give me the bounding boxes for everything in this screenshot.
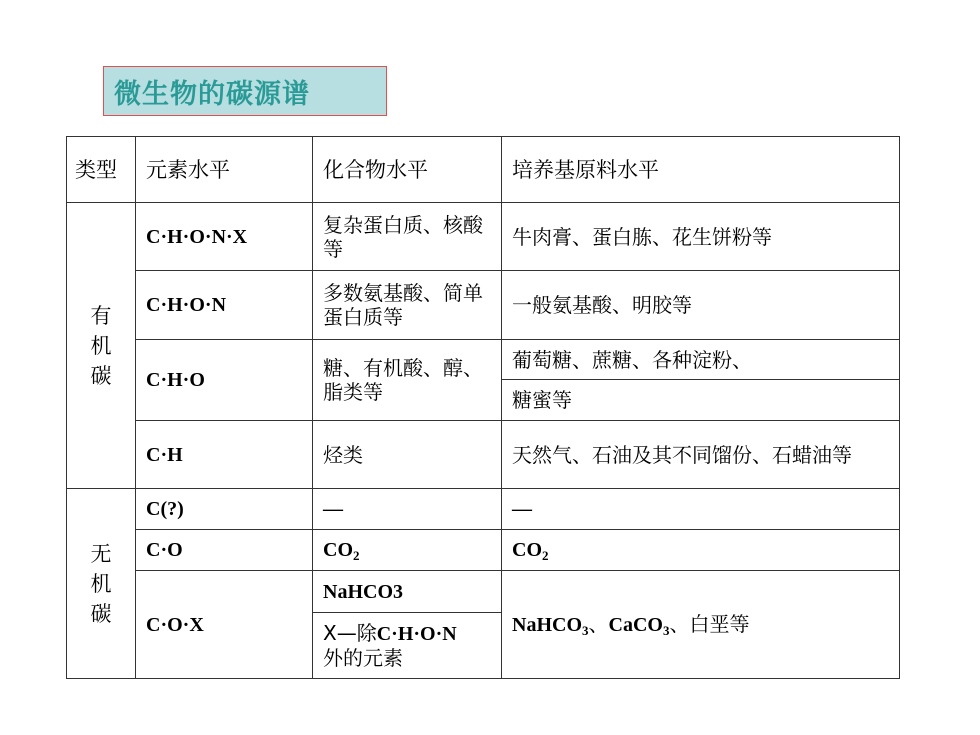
type-organic-carbon <box>67 203 136 489</box>
formula-subscript: 3 <box>662 623 670 638</box>
medium-cell <box>502 571 900 679</box>
type-label: 有机碳 <box>90 303 112 388</box>
element-cell: C·O <box>136 530 313 571</box>
medium-cell-line1: 葡萄糖、蔗糖、各种淀粉、 <box>502 340 900 380</box>
medium-cell: 天然气、石油及其不同馏份、石蜡油等 <box>502 421 900 489</box>
header-medium-level: 培养基原料水平 <box>502 137 900 203</box>
medium-cell-line2: 糖蜜等 <box>502 380 900 421</box>
formula-subscript: 3 <box>582 623 589 638</box>
element-cell: C·O·X <box>136 571 313 679</box>
element-cell: C·H·O <box>136 340 313 421</box>
slide-title: 微生物的碳源谱 <box>114 78 310 110</box>
table-row <box>67 489 900 530</box>
compound-cell-line1: NaHCO3 <box>313 571 502 613</box>
compound-cell <box>313 530 502 571</box>
compound-cell: 复杂蛋白质、核酸等 <box>313 203 502 271</box>
compound-cell: 多数氨基酸、简单蛋白质等 <box>313 271 502 340</box>
table-header-row <box>67 137 900 203</box>
formula-subscript: 2 <box>542 548 549 563</box>
header-compound-level: 化合物水平 <box>313 137 502 203</box>
compound-elements: C·H·O·N <box>376 622 457 645</box>
element-cell: C·H·O·N·X <box>136 203 313 271</box>
table-row <box>67 571 900 613</box>
type-inorganic-carbon <box>67 489 136 679</box>
header-type: 类型 <box>67 137 136 203</box>
element-cell: C·H <box>136 421 313 489</box>
table-row <box>67 530 900 571</box>
medium-cell: — <box>502 489 900 530</box>
medium-tail: 白垩等 <box>689 612 750 636</box>
formula-base: CaCO <box>608 614 663 636</box>
header-element-level: 元素水平 <box>136 137 313 203</box>
table-row <box>67 421 900 489</box>
medium-cell <box>502 530 900 571</box>
element-cell: C(?) <box>136 489 313 530</box>
element-cell: C·H·O·N <box>136 271 313 340</box>
compound-cell: 烃类 <box>313 421 502 489</box>
table-row <box>67 203 900 271</box>
formula-subscript: 2 <box>353 548 360 563</box>
formula-base: CO <box>512 539 542 561</box>
carbon-source-table <box>66 136 900 679</box>
compound-cell-line2 <box>313 613 502 679</box>
type-label: 无机碳 <box>90 541 112 626</box>
compound-cell: 糖、有机酸、醇、脂类等 <box>313 340 502 421</box>
formula-base: NaHCO <box>512 614 582 636</box>
separator: 、 <box>588 612 609 636</box>
separator: 、 <box>669 612 690 636</box>
table-row <box>67 271 900 340</box>
compound-prefix: X—除 <box>323 620 377 645</box>
medium-cell: 一般氨基酸、明胶等 <box>502 271 900 340</box>
slide-title-box <box>103 66 387 116</box>
formula-base: CO <box>323 539 353 561</box>
medium-cell: 牛肉膏、蛋白胨、花生饼粉等 <box>502 203 900 271</box>
compound-suffix: 外的元素 <box>323 645 403 670</box>
table-row <box>67 340 900 380</box>
compound-cell: — <box>313 489 502 530</box>
